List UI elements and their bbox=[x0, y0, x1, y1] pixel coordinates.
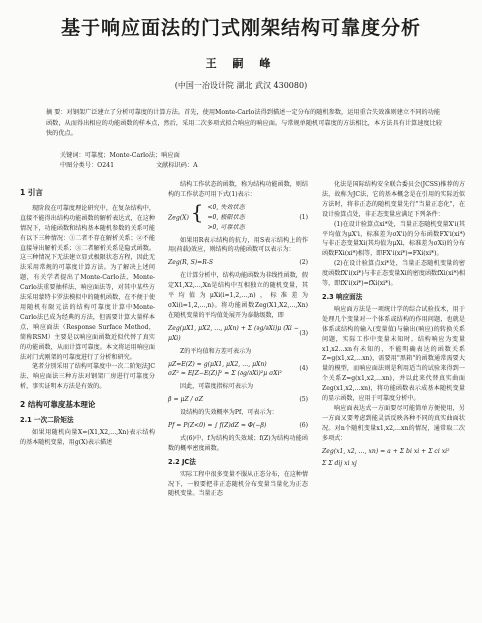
paragraph: 如果用随机向量X=(X1,X2,…,Xn)表示结构的基本随机变量，用g(X)表示描述 bbox=[20, 428, 155, 446]
paragraph: 如果用R表示结构的抗力，用S表示结构上的作用(荷载)效应，则结构的功能函数可以表示为： bbox=[168, 236, 308, 254]
equation-1: Zeg(X) { <0, 失效状态 =0, 极限状态 >0, 可靠状态 (1) bbox=[168, 200, 308, 231]
equation-7: Zeg(x1, x2, …, xn) = a + Σ bi xi + Σ ci xi² bbox=[322, 447, 450, 455]
equation-number: (5) bbox=[299, 396, 308, 404]
case-line: >0, 可靠状态 bbox=[207, 223, 245, 231]
classification-number: 中图分类号：O241 bbox=[60, 162, 115, 169]
equation-6: Pf = P(Z<0) = ∫ f(Z)dZ ≈ Φ(−β) (6) bbox=[168, 422, 308, 430]
paragraph: 响应面表达式一方面要尽可能简单方便使用，另一方面又要考虑到能灵活反映各种不同的真实曲面状况。对n个随机变量x1,x2,…xn的情况，通常取二次多项式： bbox=[322, 404, 465, 442]
author-name: 王 嗣 峰 bbox=[205, 57, 277, 70]
author-affiliation: (中国一冶设计院 湖北 武汉 430080) bbox=[174, 81, 308, 90]
subsection-heading-rsm: 2.3 响应面法 bbox=[322, 292, 363, 301]
paragraph: (2)在设计验算点xi*处，当量正态随机变量的密度函数fX'i(xi*)与非正态变量Xi的密度函数fXi(xi*)相等，即fX'i(xi*)=fXi(xi*)。 bbox=[322, 260, 465, 288]
paragraph: Z的平均值和方差可表示为 bbox=[180, 347, 252, 355]
section-heading-intro: 1 引言 bbox=[20, 188, 43, 197]
paragraph: 响应面方法是一项统计学的综合试验技术，用于处理几个变量对一个体系或结构的作用问题，也就是体系或结构的输入(变量值)与输出(响应)的转换关系问题，实际工作中变量未知时，结构响应为变量x1,x2…xn有未知的，不能明确表达的函数关系Z=g(x1,x2,…xn)，需要用"黑箱"的函数通常需要大量的模型，而响应面法则是利用适当的试验来得到一个关系Z=g(x1,x2,…xn)，并以此来代替真实曲面Zeg(x1,x2,…xn)，将功能函数表示成基本随机变量的显示函数，应用于可靠度分析中。 bbox=[322, 305, 465, 403]
document-code: 文献标识码：A bbox=[155, 162, 198, 169]
column-3 bbox=[322, 180, 465, 472]
classification-line bbox=[60, 160, 400, 169]
abstract: 摘 要：对钢架广泛建立了分析可靠度的计算方法。首先，使用Monte-Carlo法得到描述一定分布的随机参数，运用重合失效准则建立不同的功能函数，从而得出相应的功能函数的样本点，然后，采用二次多项式拟合响应的响应面。与常规单随机可靠度的方法相比，本方法具有计算速度比较快的优点。 bbox=[46, 109, 442, 137]
equation-8: Σ Σ dij xi xj bbox=[322, 460, 357, 468]
equation-number: (4) bbox=[299, 365, 308, 373]
paragraph: 现阶段在可靠度理论研究中，在复杂结构中，直接不能得出结构功能函数的解析表达式，在这种情况下，功能函数和结构基本随机参数的关系可能有以下三种情况：①二者不存在解析关系；②不能直接导出解析关系；③二者解析关系是隐式函数。这三种情况下无法建立显式极限状态方程，因此无法采用常规的可靠度计算方法。为了解决上述问题，有关学者提出了Monte-Carlo法、Monte-Carlo法重要抽样法、响应面法等，对其中某些方法采用蒙特卡罗法模拟中的随机函数，在不便于使用随机有限元法的结构可靠度计算中Monte-Carlo法已成为经典的方法，但需要计算大量样本点，响应面法（Response Surface Method，简称RSM）主要是以响应面函数近似代替了真实的功能函数，从而计算可靠度。本文将运用响应面法对门式刚架的可靠度进行了分析和研究。 bbox=[20, 204, 155, 361]
paragraph: 化法是国际结构安全联合委员会(JCSS)推荐的方法，故称为JC法，它的基本概念是在引用的实际近似方法时，将非正态的随机变量先行"当量正态化"，在设计验算点处，非正态变量应满足下列条件： bbox=[322, 181, 465, 218]
column-1 bbox=[20, 180, 155, 448]
equation-2: Zeg(R, S)=R-S (2) bbox=[168, 259, 308, 267]
brace-symbol: { bbox=[190, 200, 204, 225]
paragraph: 式(6)中，f为结构的失效域；f(Z)为结构功能函数的概率密度函数。 bbox=[168, 434, 308, 452]
paragraph: 笔者分别采用了结构可靠度中一次二阶矩法JC法、响应面法三种方法对钢架厂房进行可靠度分析，事实证明本方法是有效的。 bbox=[20, 363, 155, 391]
equation-3: Zeg(μX1, μX2, …, μXn) + Σ (∂g/∂Xi)μ (Xi − μXi) (3) bbox=[168, 324, 308, 342]
equation-5: β = μZ / σZ (5) bbox=[168, 396, 308, 404]
column-2 bbox=[168, 180, 308, 499]
paper-title: 基于响应面法的门式刚架结构可靠度分析 bbox=[60, 17, 421, 39]
equation-number: (1) bbox=[299, 213, 308, 221]
equation-number: (2) bbox=[299, 259, 308, 267]
paragraph: (1)在设计验算点xi*处，当量正态随机变量X'i(其平均值为μX'i，标准差为σX'i)的分布函数FX'i(xi*)与非正态变量Xi(其均值为μXi，标准差为σXi)的分布函数FXi(xi*)相等，即FX'i(xi*)=FXi(xi*)。 bbox=[322, 220, 465, 258]
paragraph: 在计算分析中，结构功能函数为非线性函数，假定X1,X2,…,Xn是结构中互相独立的随机变量，其平均值为μXi(i=1,2,…,n)，标准差为σXi(i=1,2,…,n)。将功能函数Zeg(X1,X2,…,Xn)在随机变量的平均值处展开为泰勒级数，即 bbox=[168, 272, 308, 319]
subsection-heading-fosm: 2.1 一次二阶矩法 bbox=[20, 416, 74, 425]
equation-number: (6) bbox=[299, 422, 308, 430]
equation-4: μZ=E(Z) ≈ g(μX1, μX2, …, μXn) σZ² = E[Z−E(Z)]² ≈ Σ (∂g/∂Xi)²μ σXi² (4) bbox=[168, 360, 308, 378]
subsection-heading-jc: 2.2 JC法 bbox=[168, 457, 196, 466]
case-line: <0, 失效状态 bbox=[207, 203, 245, 211]
keywords: 关键词：可靠度；Monte-Carlo法；响应面 bbox=[60, 152, 180, 159]
equation-number: (3) bbox=[299, 329, 308, 337]
paragraph: 结构工作状态的函数，称为结构功能函数，则结构的工作状态可用下式(1)表示： bbox=[168, 181, 308, 198]
paragraph: 因此，可靠度指标可表示为 bbox=[180, 383, 254, 391]
paragraph: 设结构的失效概率为Pf，可表示为： bbox=[180, 409, 278, 417]
case-line: =0, 极限状态 bbox=[207, 213, 245, 221]
paragraph: 实际工程中很多变量不服从正态分布，在这种情况下，一般要把非正态随机分布变量当量化为正态随机变量。当量正态 bbox=[168, 470, 308, 498]
section-heading-basic-theory: 2 结构可靠度基本理论 bbox=[20, 400, 96, 410]
